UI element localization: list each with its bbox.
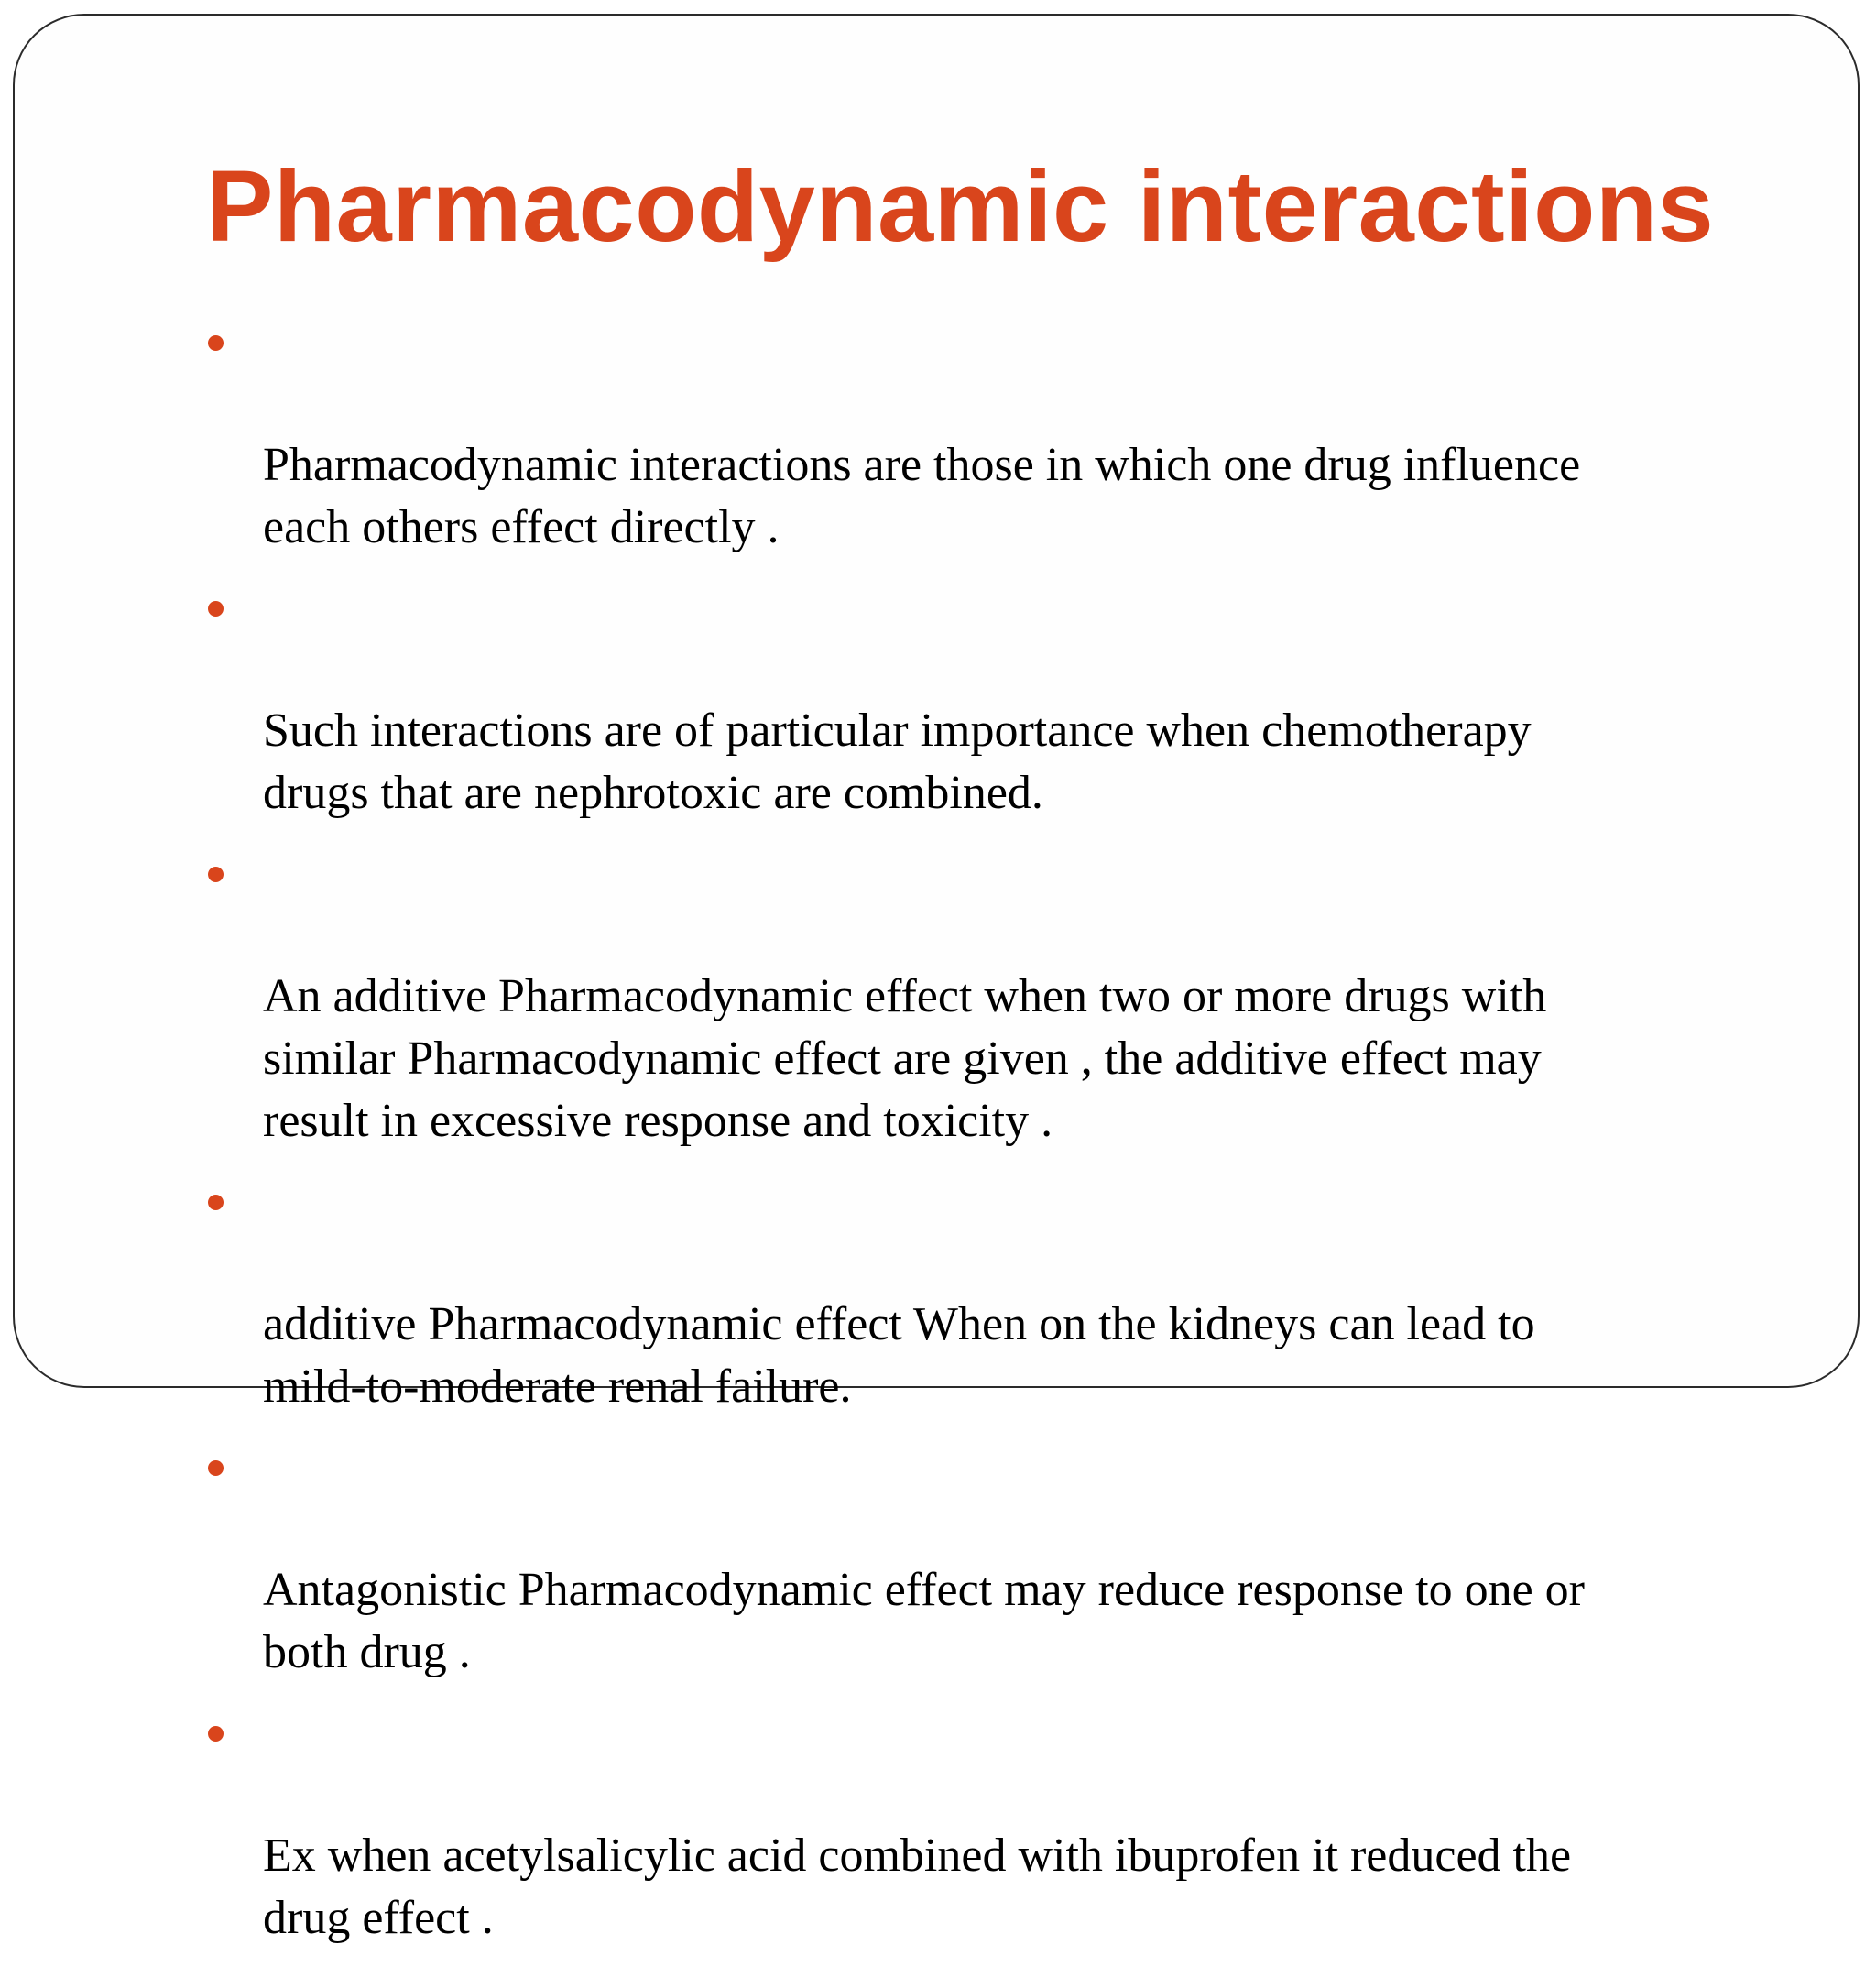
bullet-dot-icon xyxy=(208,601,224,617)
bullet-text: additive Pharmacodynamic effect When on the kidneys can lead to mild-to-moderate renal failure. xyxy=(263,1298,1535,1413)
bullet-item xyxy=(206,1169,1754,1418)
bullet-dot-icon xyxy=(208,1726,224,1742)
bullet-text: Ex when acetylsalicylic acid combined with ibuprofen it reduced the drug effect . xyxy=(263,1829,1572,1944)
slide-title: Pharmacodynamic interactions xyxy=(206,150,1715,263)
bullet-dot-icon xyxy=(208,1195,224,1210)
bullet-text: Antagonistic Pharmacodynamic effect may reduce response to one or both drug . xyxy=(263,1564,1585,1678)
bullet-item xyxy=(206,1700,1754,1950)
bullet-dot-icon xyxy=(208,1460,224,1476)
bullet-list xyxy=(206,310,1754,1966)
bullet-text: Such interactions are of particular importance when chemotherapy drugs that are nephrotoxic are combined. xyxy=(263,704,1532,819)
bullet-dot-icon xyxy=(208,867,224,882)
bullet-item xyxy=(206,841,1754,1152)
bullet-item xyxy=(206,310,1754,559)
bullet-dot-icon xyxy=(208,335,224,351)
bullet-text: An additive Pharmacodynamic effect when two or more drugs with similar Pharmacodynamic effect are given , the additive effect may result in excessive response and toxicity . xyxy=(263,970,1547,1147)
bullet-item xyxy=(206,575,1754,825)
bullet-item xyxy=(206,1435,1754,1684)
bullet-text: Pharmacodynamic interactions are those in which one drug influence each others effect directly . xyxy=(263,439,1581,553)
